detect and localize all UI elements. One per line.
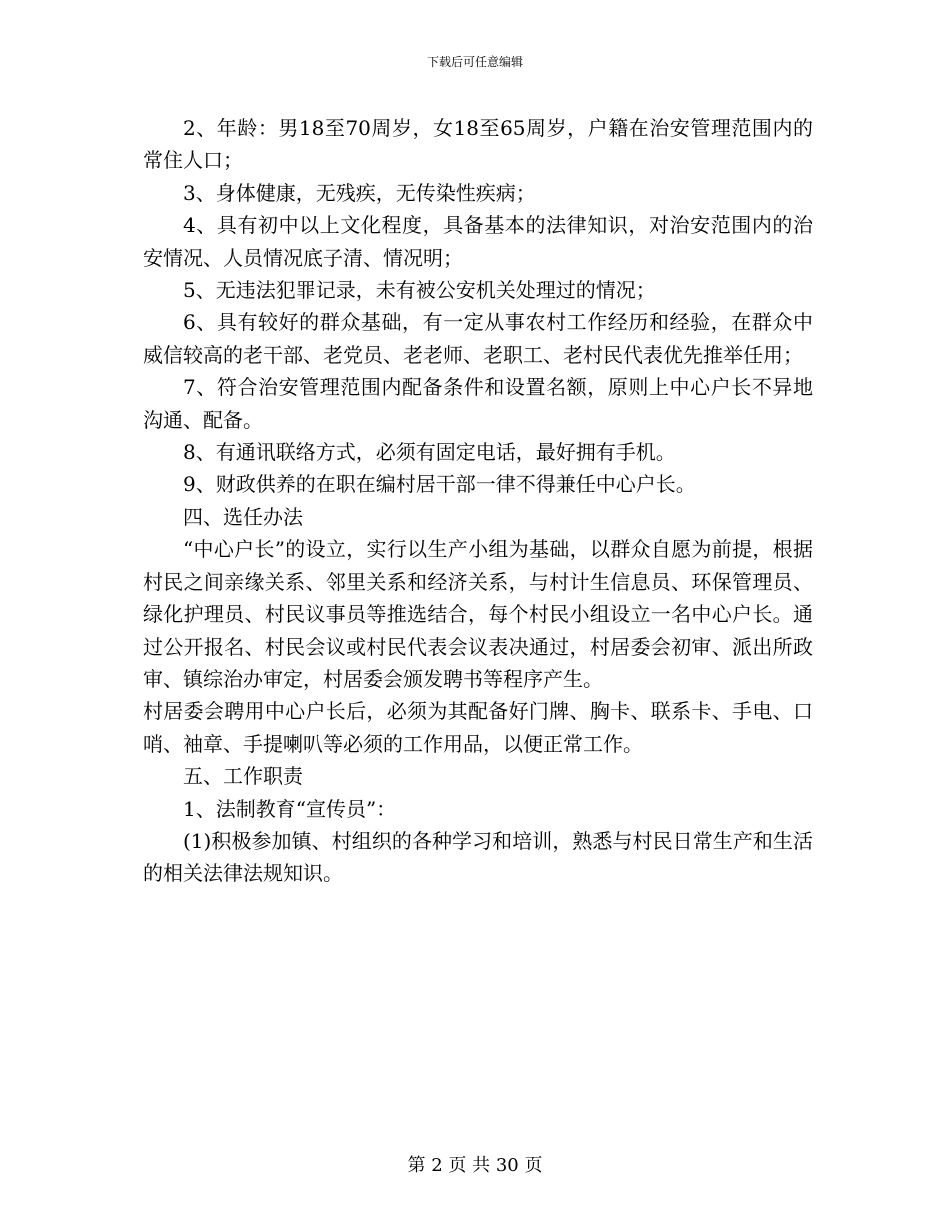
paragraph: 4、具有初中以上文化程度，具备基本的法律知识，对治安范围内的治安情况、人员情况底子清、情况明； [143,213,813,270]
paragraph: 2、年龄：男18至70周岁，女18至65周岁，户籍在治安管理范围内的常住人口； [143,116,813,173]
paragraph: (1)积极参加镇、村组织的各种学习和培训，熟悉与村民日常生产和生活的相关法律法规知识。 [143,828,813,886]
paragraph: 8、有通讯联络方式，必须有固定电话，最好拥有手机。 [183,440,676,465]
section-heading: 四、选任办法 [183,504,303,529]
subsection-heading: 1、法制教育“宣传员”： [183,796,397,821]
document-body [143,112,813,890]
page-number-footer: 第 2 页 共 30 页 [407,1155,543,1176]
paragraph: 7、符合治安管理范围内配备条件和设置名额，原则上中心户长不异地沟通、配备。 [143,375,813,432]
paragraph: 5、无违法犯罪记录，未有被公安机关处理过的情况； [183,278,656,303]
page-header-note: 下载后可任意编辑 [426,55,523,69]
paragraph: 9、财政供养的在职在编村居干部一律不得兼任中心户长。 [183,472,696,497]
paragraph: 3、身体健康，无残疾，无传染性疾病； [183,180,536,205]
paragraph: “中心户长”的设立，实行以生产小组为基础，以群众自愿为前提，根据村民之间亲缘关系、邻里关系和经济关系，与村计生信息员、环保管理员、绿化护理员、村民议事员等推选结合，每个村民小组设立一名中心户长。通过公开报名、村民会议或村民代表会议表决通过，村居委会初审、派出所政审、镇综治办审定，村居委会颁发聘书等程序产生。 [143,537,813,691]
paragraph: 6、具有较好的群众基础，有一定从事农村工作经历和经验，在群众中威信较高的老干部、老党员、老老师、老职工、老村民代表优先推举任用； [143,310,813,367]
paragraph: 村居委会聘用中心户长后，必须为其配备好门牌、胸卡、联系卡、手电、口哨、袖章、手提喇叭等必须的工作用品，以便正常工作。 [143,699,813,756]
section-heading: 五、工作职责 [183,764,303,789]
